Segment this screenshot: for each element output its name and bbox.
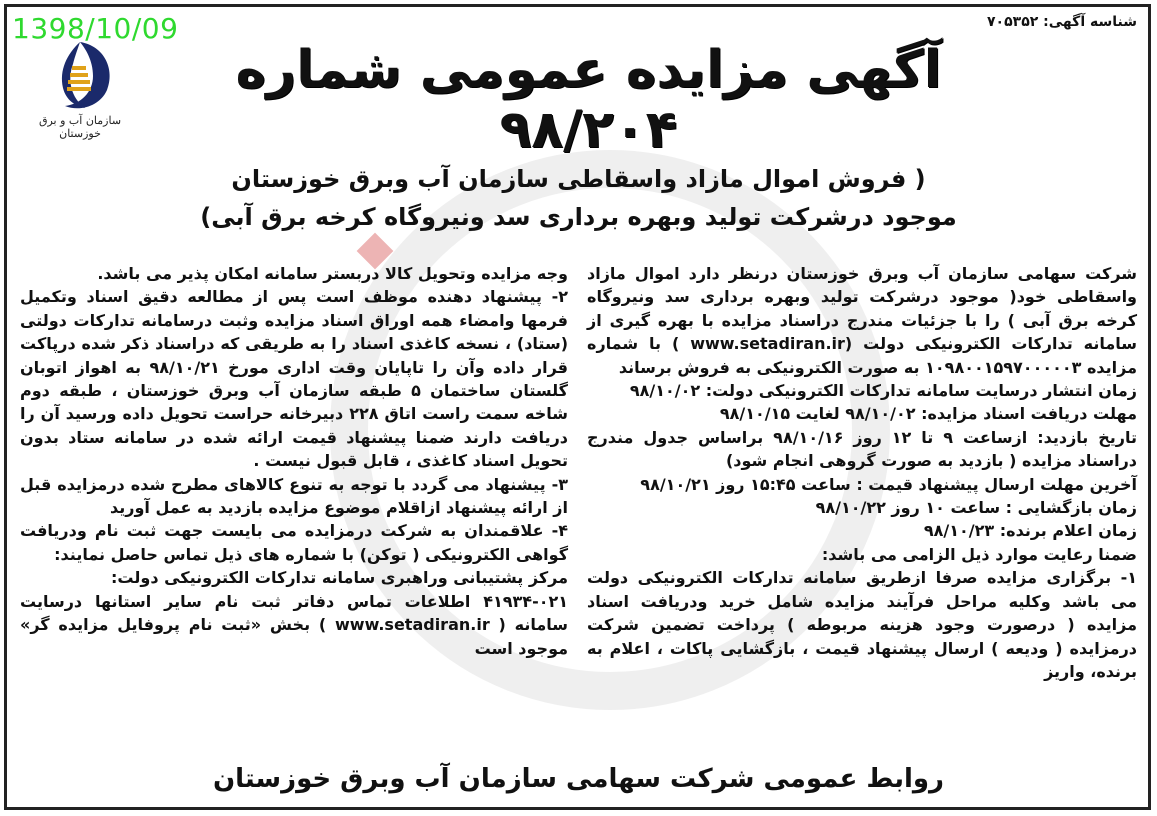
left-column	[20, 262, 568, 660]
water-power-logo-icon	[45, 40, 115, 112]
paragraph: مهلت دریافت اسناد مزایده: ۹۸/۱۰/۰۲ لغایت ۹۸/۱۰/۱۵	[719, 404, 1137, 424]
paragraph: ۴- علاقمندان به شرکت درمزایده می بایست جهت ثبت نام ودریافت گواهی الکترونیکی ( توکن) با شماره های ذیل تماس حاصل نمایند:	[20, 521, 568, 564]
organization-logo	[30, 40, 130, 140]
paragraph: مرکز پشتیبانی وراهبری سامانه تدارکات الکترونیکی دولت:	[111, 568, 568, 588]
paragraph: ۳- پیشنهاد می گردد با توجه به تنوع کالاهای مطرح شده درمزایده قبل از ارائه پیشنهاد ازاقلام موضوع مزایده بازدید به عمل آورید	[20, 474, 568, 518]
page-title: آگهی مزایده عمومی شماره ۹۸/۲۰۴	[235, 40, 942, 160]
paragraph: ۱- برگزاری مزایده صرفا ازطریق سامانه تدارکات الکترونیکی دولت می باشد وکلیه مراحل فرآیند مزایده شامل خرید ودریافت اسناد مزایده ( درصورت وجود هزینه مربوطه ) پرداخت تضمین شرکت درمزایده ( ودیعه ) ارسال پیشنهاد قیمت ، بازگشایی پاکات ، اعلام به برنده، واریز	[587, 568, 1137, 681]
subtitle-line-1: ( فروش اموال مازاد واسقاطی سازمان آب وبرق خوزستان	[231, 165, 926, 193]
paragraph: وجه مزایده وتحویل کالا دربستر سامانه امکان پذیر می باشد.	[97, 264, 568, 283]
paragraph: زمان بازگشایی : ساعت ۱۰ روز ۹۸/۱۰/۲۲	[815, 498, 1137, 518]
paragraph: شرکت سهامی سازمان آب وبرق خوزستان درنظر دارد اموال مازاد واسقاطی خود( موجود درشرکت تولید وبهره برداری سد ونیروگاه کرخه برق آبی ) را با جزئیات مندرج دراسناد مزایده با بهره گیری از سامانه تدارکات الکترونیکی دولت (www.setadiran.ir ) با شماره مزایده ۱۰۹۸۰۰۱۵۹۷۰۰۰۰۰۳ به صورت الکترونیکی به فروش برساند	[587, 264, 1137, 377]
paragraph: زمان اعلام برنده: ۹۸/۱۰/۲۳	[923, 521, 1137, 541]
paragraph: آخرین مهلت ارسال پیشنهاد قیمت : ساعت ۱۵:۴۵ روز ۹۸/۱۰/۲۱	[640, 474, 1137, 494]
footer-signature: روابط عمومی شرکت سهامی سازمان آب وبرق خوزستان	[212, 764, 945, 794]
paragraph: ۴۱۹۳۴-۰۲۱ اطلاعات تماس دفاتر ثبت نام سایر استانها درسایت سامانه ( www.setadiran.ir ) بخش «ثبت نام پروفایل مزایده گر» موجود است	[20, 591, 569, 658]
paragraph: ضمنا رعایت موارد ذیل الزامی می باشد:	[821, 544, 1137, 564]
ad-id: شناسه آگهی: ۷۰۵۳۵۲	[987, 14, 1137, 30]
paragraph: زمان انتشار درسایت سامانه تدارکات الکترونیکی دولت: ۹۸/۱۰/۰۲	[629, 381, 1137, 401]
logo-caption: سازمان آب و برق خوزستان	[38, 114, 122, 140]
right-column	[587, 262, 1137, 683]
subtitle-line-2: موجود درشرکت تولید وبهره برداری سد ونیروگاه کرخه برق آبی)	[200, 203, 957, 231]
subtitle	[120, 160, 1037, 236]
paragraph: تاریخ بازدید: ازساعت ۹ تا ۱۲ روز ۹۸/۱۰/۱۶ براساس جدول مندرج دراسناد مزایده ( بازدید به صورت گروهی انجام شود)	[587, 427, 1138, 471]
paragraph: ۲- پیشنهاد دهنده موظف است پس از مطالعه دقیق اسناد وتکمیل فرمها وامضاء همه اوراق اسناد مزایده وثبت درسامانه تدارکات دولتی (ستاد) ، نسخه کاغذی اسناد را به طریقی که دراسناد ذکر شده درپاکت قرار داده وآن را تاپایان وقت اداری مورخ ۹۸/۱۰/۲۱ به اهواز اتوبان گلستان ساختمان ۵ طبقه سازمان آب وبرق خوزستان ، طبقه دوم شاخه سمت راست اتاق ۲۲۸ دبیرخانه حراست تحویل داده ورسید آن را دریافت دارند ضمنا پیشنهاد قیمت ارائه شده در سامانه ستاد بدون تحویل اسناد کاغذی ، قابل قبول نیست .	[20, 287, 569, 471]
date-stamp: 1398/10/09	[12, 12, 179, 45]
